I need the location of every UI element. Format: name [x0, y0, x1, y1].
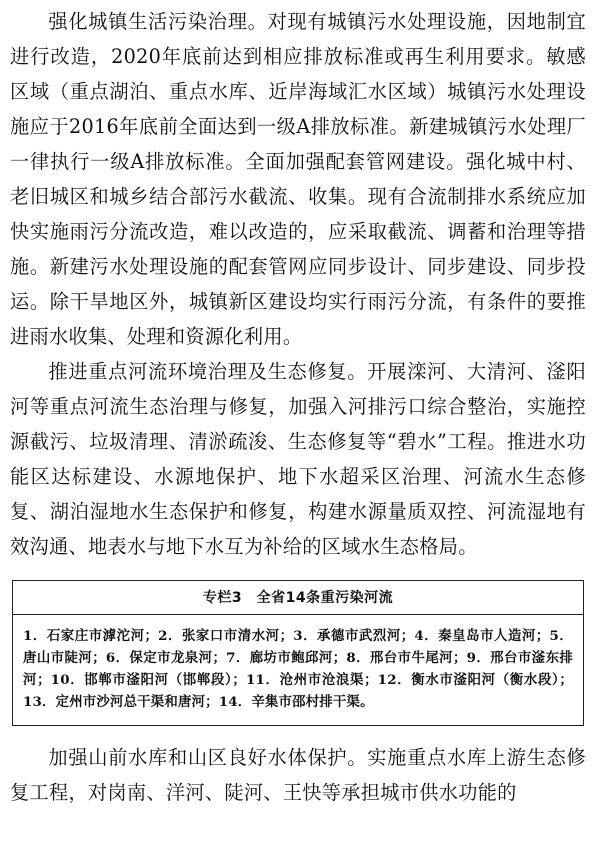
paragraph-urban-sewage: 强化城镇生活污染治理。对现有城镇污水处理设施，因地制宜进行改造，2020年底前达到相应排放标准或再生利用要求。敏感区域（重点湖泊、重点水库、近岸海域汇水区域）城镇污水处理设施应于2016年底前全面达到一级A排放标准。新建城镇污水处理厂一律执行一级A排放标准。全面加强配套管网建设。强化城中村、老旧城区和城乡结合部污水截流、收集。现有合流制排水系统应加快实施雨污分流改造，难以改造的，应采取截流、调蓄和治理等措施。新建污水处理设施的配套管网应同步设计、同步建设、同步投运。除干旱地区外，城镇新区建设均实行雨污分流，有条件的要推进雨水收集、处理和资源化利用。	[10, 10, 586, 348]
river-item: 3．承德市武烈河；	[293, 628, 415, 644]
column-box-body	[13, 615, 583, 725]
river-item: 7．廊坊市鲍邱河；	[226, 650, 347, 666]
river-item: 9．邢台市滏东排河；	[23, 650, 574, 688]
river-item: 12．衡水市滏阳河（衡水段）；	[377, 672, 574, 688]
river-item: 10．邯郸市滏阳河（邯郸段）；	[50, 672, 247, 688]
river-item: 8．邢台市牛尾河；	[346, 650, 467, 666]
river-item: 11．沧州市沧浪渠；	[246, 672, 378, 688]
river-item: 2．张家口市清水河；	[158, 628, 294, 644]
river-item: 1．石家庄市滹沱河；	[23, 628, 159, 644]
river-item: 4．秦皇岛市人造河；	[414, 628, 550, 644]
column-box-polluted-rivers	[12, 580, 584, 726]
river-item: 14．辛集市邵村排干渠。	[218, 694, 374, 710]
paragraph-river-restoration: 推进重点河流环境治理及生态修复。开展滦河、大清河、滏阳河等重点河流生态治理与修复，加强入河排污口综合整治，实施控源截污、垃圾清理、清淤疏浚、生态修复等“碧水”工程。推进水功能区达标建设、水源地保护、地下水超采区治理、河流水生态修复、湖泊湿地水生态保护和修复，构建水源量质双控、河流湿地有效沟通、地表水与地下水互为补给的区域水生态格局。	[10, 360, 586, 558]
river-item: 13．定州市沙河总干渠和唐河；	[23, 694, 219, 710]
column-box-title: 专栏3 全省14条重污染河流	[13, 581, 583, 615]
paragraph-reservoir-protection: 加强山前水库和山区良好水体保护。实施重点水库上游生态修复工程，对岗南、洋河、陡河、王快等承担城市供水功能的	[10, 746, 586, 804]
river-item: 5．唐山市陡河；	[23, 628, 573, 666]
river-item: 6．保定市龙泉河；	[105, 650, 227, 666]
